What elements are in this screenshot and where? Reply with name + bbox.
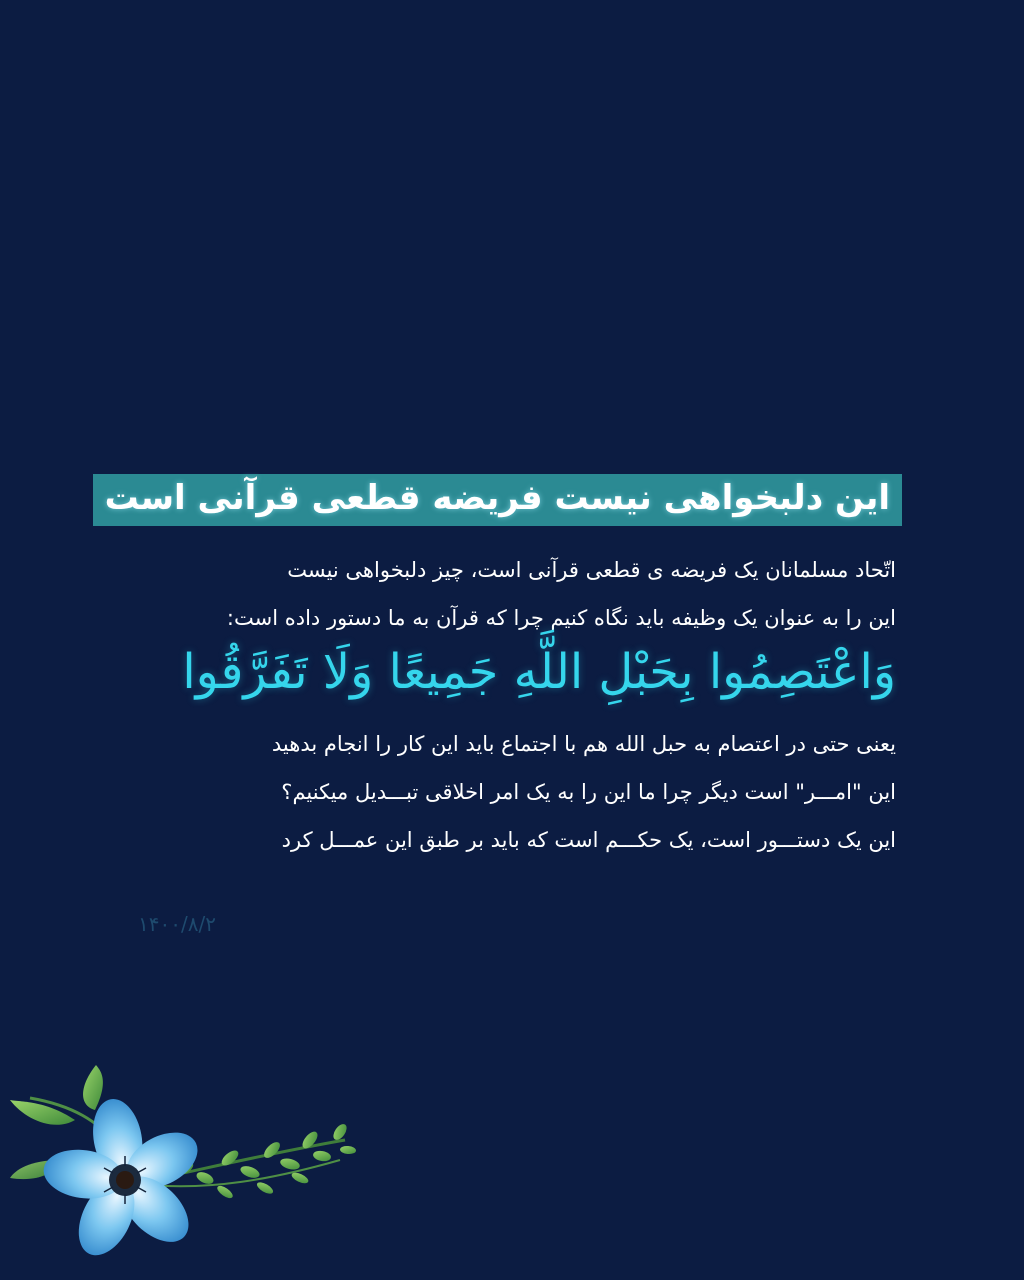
headline-highlight <box>93 474 902 526</box>
body-line-5: این یک دستـــور است، یک حکـــم است که باید بر طبق این عمـــل کرد <box>281 828 896 852</box>
body-line-2: این را به عنوان یک وظیفه باید نگاه کنیم چرا که قرآن به ما دستور داده است: <box>226 606 896 630</box>
body-line-1: اتّحاد مسلمانان یک فریضه ی قطعی قرآنی است، چیز دلبخواهی نیست <box>287 558 896 582</box>
body-line-3: یعنی حتی در اعتصام به حبل الله هم با اجتماع باید این کار را انجام بدهید <box>271 732 896 756</box>
flower-decoration-icon <box>0 1060 380 1280</box>
text-block <box>104 474 896 852</box>
quran-verse: وَاعْتَصِمُوا بِحَبْلِ اللَّهِ جَمِيعًا وَلَا تَفَرَّقُوا <box>182 644 896 700</box>
body-line-4: این "امـــر" است دیگر چرا ما این را به یک امر اخلاقی تبـــدیل میکنیم؟ <box>281 780 896 804</box>
headline: این دلبخواهی نیست فریضه قطعی قرآنی است <box>104 478 890 518</box>
date-label: ۱۴۰۰/۸/۲ <box>138 912 216 936</box>
